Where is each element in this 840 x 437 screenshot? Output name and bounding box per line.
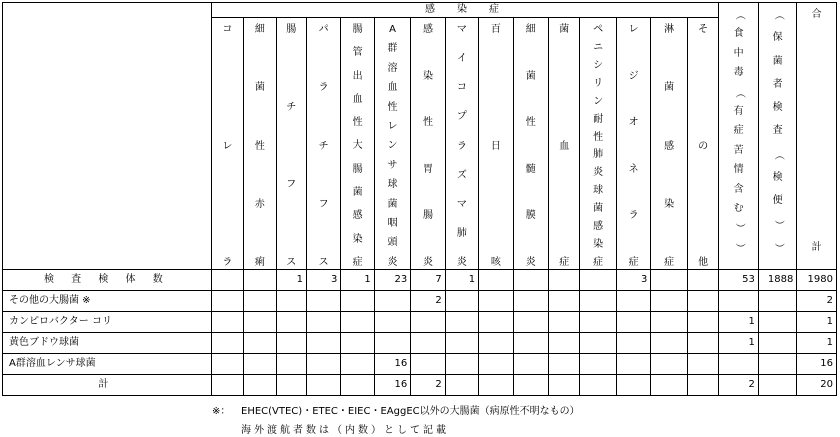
table-cell — [276, 312, 306, 333]
carrier-test-header: （ 保 菌 者 検 査 （ 検 便 ） ） — [758, 3, 797, 270]
table-cell — [580, 375, 616, 396]
table-cell — [276, 333, 306, 354]
table-cell — [211, 375, 243, 396]
table-cell: 16 — [797, 354, 837, 375]
table-cell — [445, 354, 478, 375]
column-header-label: 感 染 性 胃 腸 炎 — [422, 24, 433, 268]
table-cell — [549, 333, 580, 354]
column-header-paratyphoid — [306, 18, 340, 270]
table-cell — [276, 291, 306, 312]
table-cell — [580, 333, 616, 354]
table-cell — [616, 291, 650, 312]
food-poisoning-header: （ 食 中 毒 （ 有 症 苦 情 含 む ） ） — [719, 3, 759, 270]
column-header-label: 腸 管 出 血 性 大 腸 菌 感 染 症 — [352, 24, 363, 268]
table-cell — [758, 312, 797, 333]
table-cell — [341, 291, 374, 312]
column-header-bacteremia — [549, 18, 580, 270]
table-cell: 1 — [276, 270, 306, 291]
table-cell — [244, 375, 276, 396]
row-label: その他の大腸菌 ※ — [3, 291, 212, 312]
table-cell — [244, 291, 276, 312]
table-cell — [411, 354, 445, 375]
column-header-label: そ の 他 — [698, 24, 709, 268]
column-header-typhoid — [276, 18, 306, 270]
table-cell — [374, 333, 410, 354]
table-cell — [479, 333, 513, 354]
column-header-legionella — [616, 18, 650, 270]
table-cell — [479, 291, 513, 312]
table-cell — [306, 291, 340, 312]
column-header-label: ペ ニ シ リ ン 耐 性 肺 炎 球 菌 感 染 症 — [593, 24, 604, 268]
table-cell — [244, 354, 276, 375]
table-cell — [445, 333, 478, 354]
table-cell — [651, 333, 687, 354]
table-cell — [758, 333, 797, 354]
column-header-group_a_strep — [374, 18, 410, 270]
table-cell — [687, 312, 719, 333]
table-cell — [580, 354, 616, 375]
table-cell — [276, 354, 306, 375]
corner-cell — [3, 3, 212, 270]
infectious-disease-group-header: 感 染 症 — [211, 3, 719, 18]
column-header-cholera — [211, 18, 243, 270]
table-cell: 2 — [411, 291, 445, 312]
table-row — [3, 375, 837, 396]
table-row — [3, 333, 837, 354]
total-header: 合 計 — [797, 3, 837, 270]
table-row — [3, 312, 837, 333]
column-header-label: A 群 溶 血 性 レ ン サ 球 菌 咽 頭 炎 — [387, 24, 398, 268]
table-cell — [616, 333, 650, 354]
table-cell: 1 — [797, 312, 837, 333]
column-header-penicillin_pneumonia — [580, 18, 616, 270]
table-cell: 7 — [411, 270, 445, 291]
column-header-infectious_gastro — [411, 18, 445, 270]
table-cell — [374, 291, 410, 312]
table-cell — [580, 312, 616, 333]
footnote-line1: EHEC(VTEC)・ETEC・EIEC・EAggEC以外の大腸菌（病原性不明なもの） — [241, 406, 580, 417]
table-cell — [341, 375, 374, 396]
table-cell — [411, 312, 445, 333]
table-cell: 53 — [719, 270, 759, 291]
table-cell: 16 — [374, 375, 410, 396]
table-row — [3, 291, 837, 312]
row-label: A群溶血レンサ球菌 — [3, 354, 212, 375]
table-cell — [687, 354, 719, 375]
table-cell — [719, 291, 759, 312]
table-cell: 20 — [797, 375, 837, 396]
column-header-label: 腸 チ フ ス — [286, 24, 297, 268]
table-cell — [244, 312, 276, 333]
table-cell — [445, 375, 478, 396]
row-label: 検 査 検 体 数 — [3, 270, 212, 291]
table-cell: 1980 — [797, 270, 837, 291]
table-cell — [411, 333, 445, 354]
column-header-label: 淋 菌 感 染 症 — [664, 24, 675, 268]
table-cell — [513, 270, 548, 291]
column-header-label: レ ジ オ ネ ラ 症 — [628, 24, 639, 268]
table-cell — [513, 375, 548, 396]
table-cell: 1 — [719, 312, 759, 333]
table-cell — [580, 270, 616, 291]
table-cell — [479, 375, 513, 396]
table-cell — [616, 312, 650, 333]
table-cell — [276, 375, 306, 396]
table-cell — [651, 375, 687, 396]
table-cell — [549, 354, 580, 375]
column-header-label: 百 日 咳 — [490, 24, 501, 268]
table-cell — [445, 291, 478, 312]
table-cell: 16 — [374, 354, 410, 375]
table-cell — [374, 312, 410, 333]
column-header-mycoplasma — [445, 18, 478, 270]
table-cell — [687, 291, 719, 312]
table-cell — [211, 312, 243, 333]
column-header-other — [687, 18, 719, 270]
column-header-gonorrhea — [651, 18, 687, 270]
column-header-bacterial_meningitis — [513, 18, 548, 270]
table-cell — [211, 333, 243, 354]
table-cell — [549, 312, 580, 333]
table-cell — [479, 270, 513, 291]
table-cell — [306, 333, 340, 354]
table-cell: 3 — [306, 270, 340, 291]
row-label: カンピロバクター コリ — [3, 312, 212, 333]
table-cell: 2 — [411, 375, 445, 396]
table-cell — [244, 333, 276, 354]
table-cell — [306, 354, 340, 375]
table-cell: 2 — [797, 291, 837, 312]
table-row — [3, 270, 837, 291]
inspection-table — [2, 2, 837, 396]
table-cell: 3 — [616, 270, 650, 291]
table-cell — [549, 270, 580, 291]
column-header-label: マ イ コ プ ラ ズ マ 肺 炎 — [456, 24, 467, 268]
table-cell — [651, 354, 687, 375]
column-header-dysentery — [244, 18, 276, 270]
table-cell — [687, 375, 719, 396]
table-cell — [341, 354, 374, 375]
table-cell — [341, 333, 374, 354]
table-cell — [306, 375, 340, 396]
table-cell: 1 — [797, 333, 837, 354]
column-header-label: 細 菌 性 赤 痢 — [254, 24, 265, 268]
table-cell — [616, 375, 650, 396]
table-cell: 2 — [719, 375, 759, 396]
table-cell — [513, 291, 548, 312]
table-cell — [719, 354, 759, 375]
table-cell — [244, 270, 276, 291]
footnote-mark: ※： — [212, 406, 231, 417]
table-cell — [549, 291, 580, 312]
table-cell — [341, 312, 374, 333]
column-header-pertussis — [479, 18, 513, 270]
table-cell — [479, 312, 513, 333]
table-cell — [758, 375, 797, 396]
table-cell — [445, 312, 478, 333]
footnote-line2: 海外渡航者数は（内数）として記載 — [241, 425, 449, 436]
table-cell — [758, 291, 797, 312]
table-cell — [513, 312, 548, 333]
table-row — [3, 354, 837, 375]
table-cell — [651, 270, 687, 291]
table-cell — [758, 354, 797, 375]
row-label: 黄色ブドウ球菌 — [3, 333, 212, 354]
row-label: 計 — [3, 375, 212, 396]
table-cell — [211, 270, 243, 291]
table-cell — [211, 291, 243, 312]
table-cell — [651, 312, 687, 333]
table-cell — [616, 354, 650, 375]
table-cell — [513, 333, 548, 354]
table-cell — [211, 354, 243, 375]
table-cell: 1 — [719, 333, 759, 354]
table-cell: 1888 — [758, 270, 797, 291]
column-header-label: コ レ ラ — [222, 24, 233, 268]
table-cell — [479, 354, 513, 375]
table-cell: 23 — [374, 270, 410, 291]
column-header-label: 菌 血 症 — [559, 24, 570, 268]
column-header-label: 細 菌 性 髄 膜 炎 — [525, 24, 536, 268]
table-cell — [580, 291, 616, 312]
table-cell — [513, 354, 548, 375]
column-header-ehec — [341, 18, 374, 270]
column-header-label: パ ラ チ フ ス — [318, 24, 329, 268]
table-cell — [306, 312, 340, 333]
table-cell — [687, 270, 719, 291]
table-cell: 1 — [341, 270, 374, 291]
table-cell — [687, 333, 719, 354]
table-cell — [651, 291, 687, 312]
table-cell: 1 — [445, 270, 478, 291]
table-cell — [549, 375, 580, 396]
